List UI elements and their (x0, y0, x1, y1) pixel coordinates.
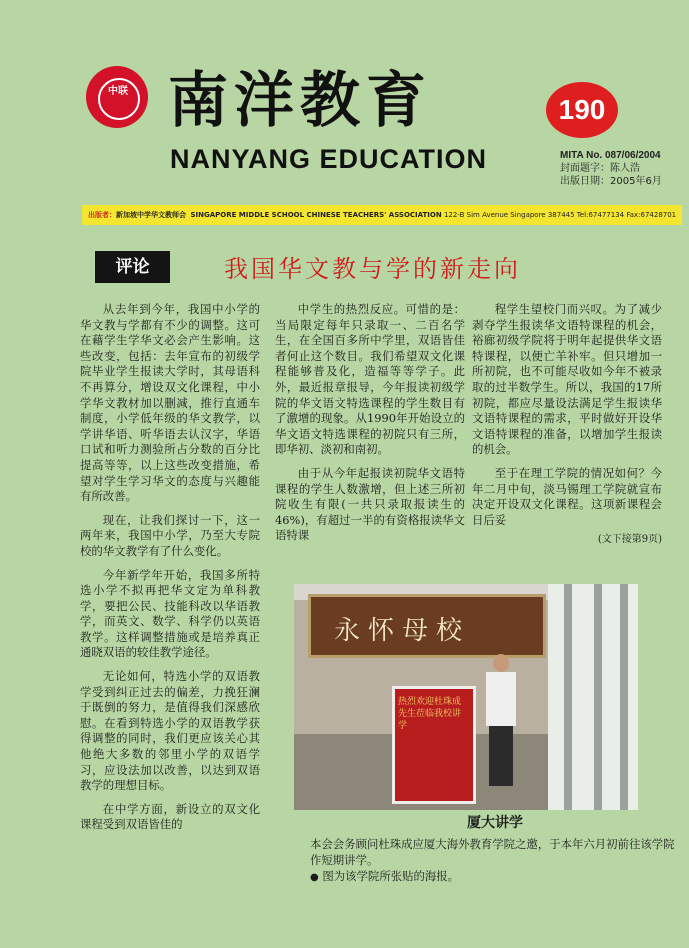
person-shirt (486, 672, 516, 726)
masthead-meta (560, 149, 662, 188)
photo-pillar (594, 584, 602, 810)
photo-pillar (564, 584, 572, 810)
paragraph: 无论如何，特选小学的双语教学受到纠正过去的偏差，力挽狂澜于既倒的努力，是值得我们深感欣慰。在看到特选小学的双语教学获得调整的同时，我们更应该关心其他绝大多数的邻里小学的双语学习，应设法加以改善，以达到双语教学的理想目标。 (80, 669, 260, 793)
photo-caption (310, 812, 680, 886)
paragraph: 在中学方面，新设立的双文化课程受到双语皆佳的 (80, 801, 260, 832)
mita-number: MITA No. 087/06/2004 (560, 150, 661, 161)
publisher-name-cn: 新加坡中学华文教师会 (116, 211, 186, 219)
person-head (493, 654, 509, 672)
paragraph: 至于在理工学院的情况如何？今年二月中旬，淡马锡理工学院就宣布决定开设双文化课程。这项新课程会日后妥 (472, 465, 662, 527)
masthead-title-cn: 南洋教育 (168, 66, 432, 136)
publisher-name-en: SINGAPORE MIDDLE SCHOOL CHINESE TEACHERS' ASSOCIATION (190, 211, 442, 219)
caption-title: 厦大讲学 (467, 815, 523, 831)
publisher-label: 出版者： (88, 211, 116, 219)
article-column-1 (80, 302, 260, 841)
publisher-bar (82, 205, 682, 225)
photo-board-text: 永怀母校 (334, 616, 471, 646)
paragraph: 中学生的热烈反应。可惜的是：当局限定每年只录取一、二百名学生，在全国百多所中学里，双语皆佳者何止这个数目。我们希望双文化课程能够普及化，造福等等学子。此外，最近报章报导，今年报读初级学院的华文语文特选课程的学生数目有了激增的现象。从1990年开始设立的华文语文特选课程的初院只有三所，即华初、淡初和南初。 (275, 302, 465, 457)
paragraph: 程学生望校门而兴叹。为了减少剥夺学生报读华文语特课程的机会，裕廊初级学院将于明年起提供华文语特课程，以便亡羊补牢。但只增加一所初院，也不可能尽收如今年不被录取的过半数学生。所以，我国的17所初院，都应尽量设法满足学生报读华文语特课程的需求，平时做好开设华文语特课程的准备，以增加学生报读的机会。 (472, 302, 662, 457)
person-pants (489, 726, 513, 786)
issue-number-badge: 190 (546, 82, 618, 138)
logo-ring (98, 78, 140, 120)
photo-pillar (620, 584, 628, 810)
article-column-3 (472, 302, 662, 548)
continued-note: (文下接第9页) (597, 534, 662, 546)
paragraph: 现在，让我们探讨一下，这一两年来，我国中小学，乃至大专院校的华文教学有了什么变化。 (80, 512, 260, 558)
cover-calligraphy-credit: 封面题字：陈人浩 (560, 163, 640, 174)
caption-line: 本会会务顾问杜珠成应厦大海外教育学院之邀，于本年六月初前往该学院作短期讲学。 (310, 837, 675, 867)
paragraph: 从去年到今年，我国中小学的华文教与学都有不少的调整。这可在藉学生学华文必会产生影响。这些改变，包括：去年宣布的初级学院毕业学生报读大学时，其母语科不再算分，增设双文化课程，中小学华文教材加以删减，推行直通车制度，小学低年级的华文教学，以学讲华语、听华语去认汉字，华语口试和听力测验所占分数的百分比提高等等，以上这些改变措施，希望对学生学习华文的态度与兴趣能有所改善。 (80, 302, 260, 504)
caption-line (310, 868, 680, 886)
bullet-icon: ● (310, 872, 319, 883)
publisher-address: 122-B Sim Avenue Singapore 387445 Tel:67477134 Fax:67428701 (443, 211, 677, 219)
paragraph: 由于从今年起报读初院华文语特课程的学生人数激增，但上述三所初院收生有限(一共只录取报读生的46%)，有超过一半的有资格报读华文语特课 (275, 465, 465, 543)
article-headline: 我国华文教与学的新走向 (224, 255, 521, 283)
paragraph: 今年新学年开始，我国多所特选小学不拟再把华文定为单科教学，要把公民、技能科改以华语教学，而英文、数学、科学仍以英语教学。这样调整措施或是培养真正通晓双语的较佳教学途径。 (80, 567, 260, 660)
logo-text: 中联 (108, 86, 128, 97)
lecture-photo (294, 584, 638, 810)
publication-date: 出版日期：2005年6月 (560, 176, 662, 187)
section-label: 评论 (95, 251, 170, 283)
masthead-title-en: NANYANG EDUCATION (170, 144, 488, 174)
photo-person (486, 654, 516, 792)
article-column-2 (275, 302, 465, 552)
photo-poster-text: 热烈欢迎杜珠成先生莅临我校讲学 (398, 697, 462, 731)
caption-line-text: 图为该学院所张贴的海报。 (322, 869, 460, 883)
